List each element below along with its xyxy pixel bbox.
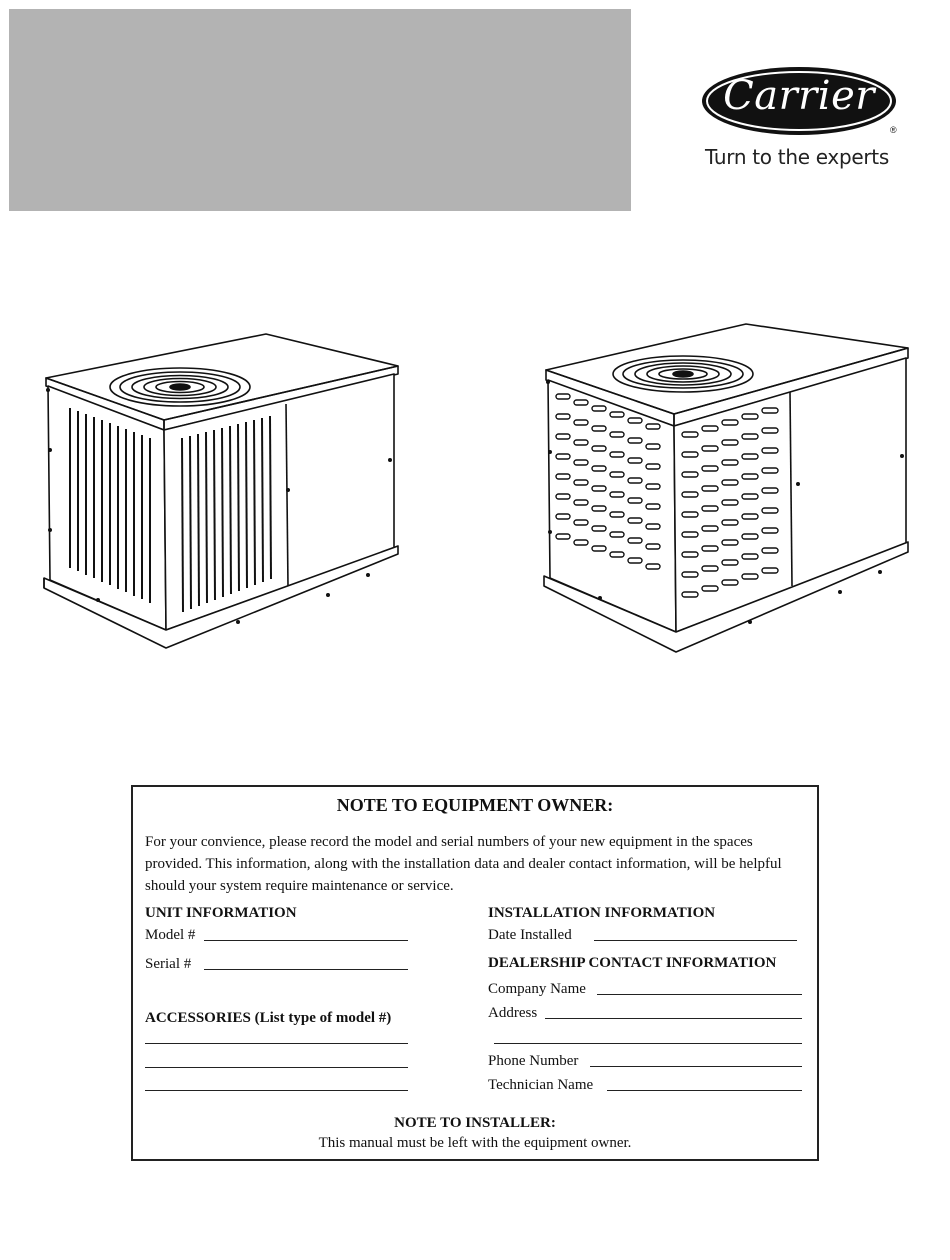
- note-installer-text: This manual must be left with the equipment owner.: [318, 1135, 632, 1151]
- note-to-owner-box: [131, 785, 819, 1161]
- address-field-1[interactable]: [545, 1018, 802, 1019]
- carrier-logo: [700, 65, 900, 173]
- packaged-unit-grille-icon: [540, 322, 912, 664]
- note-installer-title: NOTE TO INSTALLER:: [394, 1115, 556, 1131]
- phone-number-label: Phone Number: [488, 1053, 579, 1069]
- dealership-contact-heading: DEALERSHIP CONTACT INFORMATION: [488, 955, 777, 971]
- header-gray-block: [9, 9, 631, 211]
- installation-information-heading: INSTALLATION INFORMATION: [488, 905, 716, 921]
- date-installed-field[interactable]: [594, 940, 797, 941]
- serial-label: Serial #: [145, 956, 192, 972]
- registered-mark: ®: [890, 125, 897, 135]
- note-owner-title: NOTE TO EQUIPMENT OWNER:: [336, 795, 614, 815]
- unit-information-heading: UNIT INFORMATION: [145, 905, 297, 921]
- date-installed-label: Date Installed: [488, 927, 572, 943]
- address-field-2[interactable]: [494, 1043, 802, 1044]
- phone-number-field[interactable]: [590, 1066, 802, 1067]
- logo-wordmark: Carrier: [723, 73, 875, 119]
- technician-name-field[interactable]: [607, 1090, 802, 1091]
- address-label: Address: [488, 1005, 538, 1021]
- company-name-field[interactable]: [597, 994, 802, 995]
- serial-field[interactable]: [204, 969, 408, 970]
- company-name-label: Company Name: [488, 981, 586, 997]
- packaged-unit-louvered-icon: [38, 330, 404, 662]
- accessory-field-1[interactable]: [145, 1043, 408, 1044]
- technician-name-label: Technician Name: [488, 1077, 594, 1093]
- tagline: Turn to the experts: [705, 145, 889, 169]
- accessory-field-3[interactable]: [145, 1090, 408, 1091]
- model-field[interactable]: [204, 940, 408, 941]
- note-owner-paragraph: For your convience, please record the model and serial numbers of your new equipment in the spaces provided. This information, along with the installation data and dealer contact information, will be helpful should your system require maintenance or service.: [145, 834, 782, 894]
- accessories-heading: ACCESSORIES (List type of model #): [145, 1010, 392, 1026]
- model-label: Model #: [145, 927, 196, 943]
- accessory-field-2[interactable]: [145, 1067, 408, 1068]
